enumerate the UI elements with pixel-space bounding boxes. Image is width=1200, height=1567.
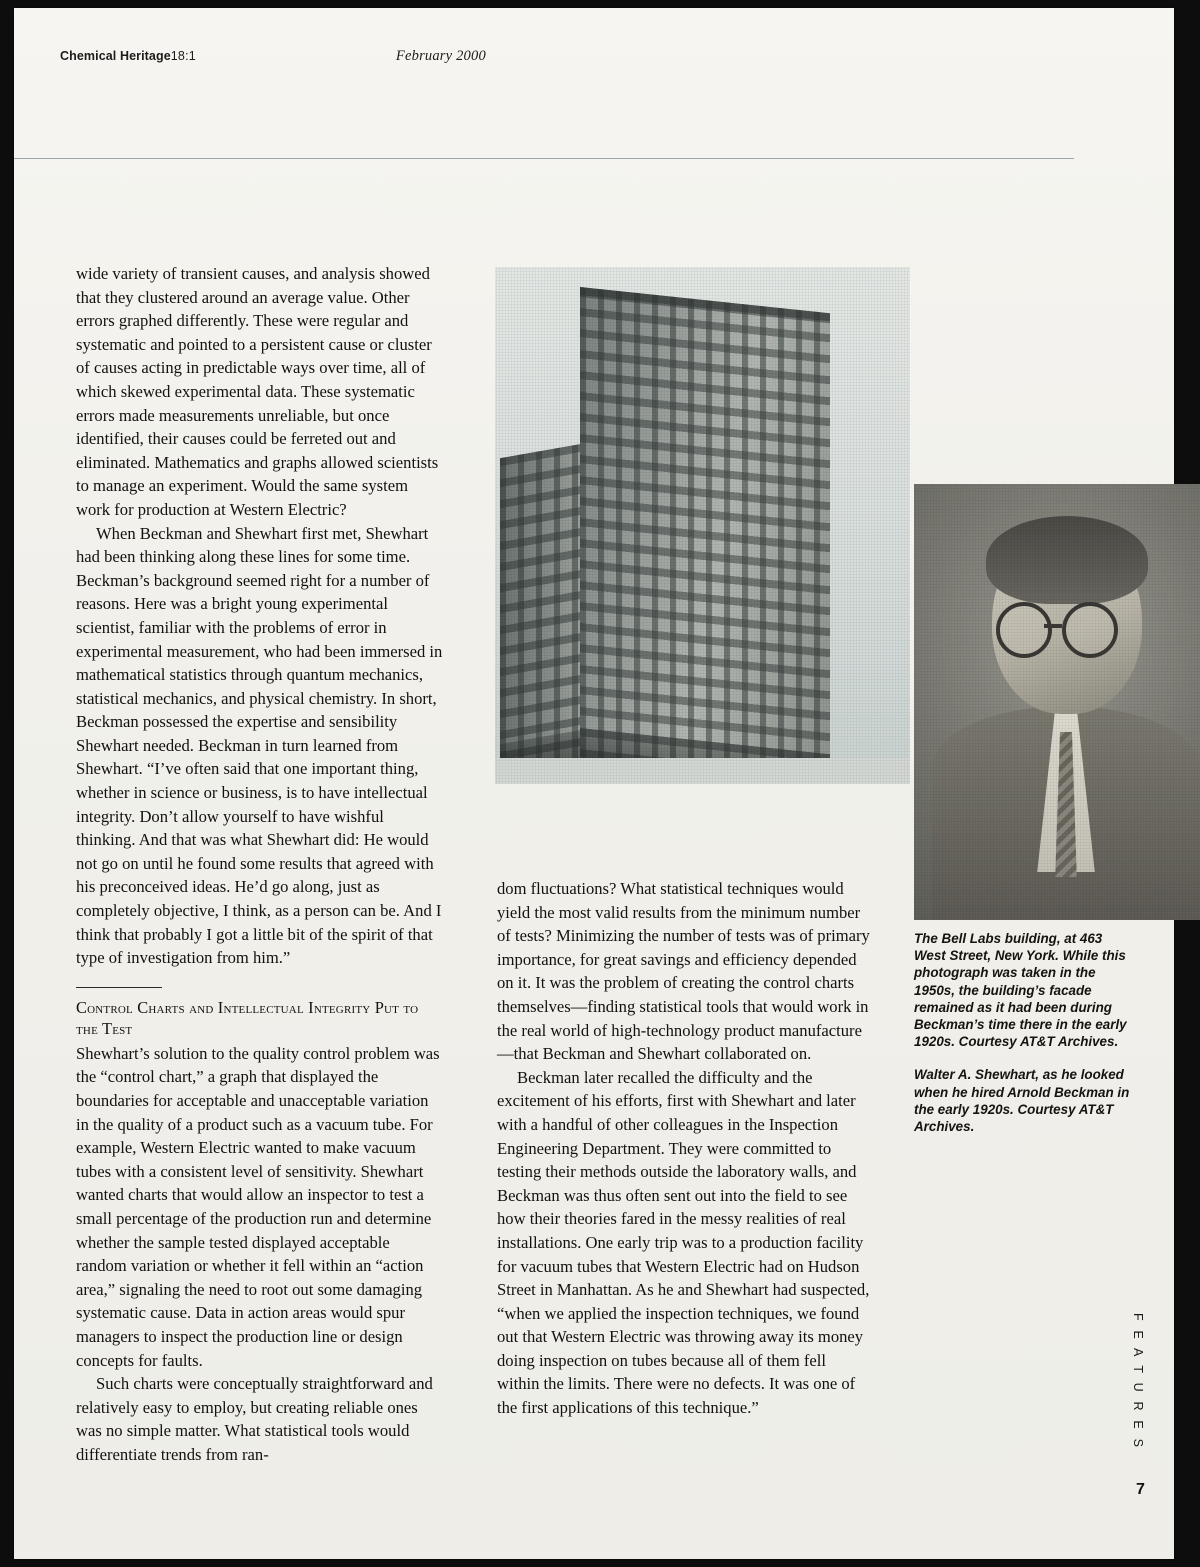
journal-volume: 18:1 xyxy=(170,49,196,63)
eyeglass-right xyxy=(1062,602,1118,658)
subhead-block xyxy=(76,987,444,1039)
paragraph: Such charts were conceptually straightforward and relatively easy to employ, but creating reliable ones was no simple matter. What statistical tools would differentiate trends from ran- xyxy=(76,1374,433,1464)
section-subheading: Control Charts and Intellectual Integrity Put to the Test xyxy=(76,997,419,1038)
right-column xyxy=(497,877,871,1420)
building-main-facade xyxy=(580,287,830,784)
caption-portrait: Walter A. Shewhart, as he looked when he hired Arnold Beckman in the early 1920s. Courtesy AT&T Archives. xyxy=(914,1067,1130,1135)
header-rule xyxy=(14,158,1074,159)
journal-title: Chemical Heritage xyxy=(60,49,171,63)
building-left-wing xyxy=(500,442,592,784)
page-number: 7 xyxy=(1136,1481,1145,1498)
left-column xyxy=(76,262,444,1467)
eyeglass-bridge xyxy=(1044,624,1062,628)
magazine-page xyxy=(14,8,1174,1559)
running-head xyxy=(60,48,486,65)
caption-building: The Bell Labs building, at 463 West Street, New York. While this photograph was taken in the 1950s, the building’s facade remained as it had been during Beckman’s time there in the early 1920s. Courtesy AT&T Archives. xyxy=(914,931,1127,1050)
section-marker: F E A T U R E S xyxy=(1131,1313,1145,1451)
window-grid xyxy=(580,287,830,784)
walter-shewhart-portrait xyxy=(914,484,1200,920)
figure-captions xyxy=(914,930,1134,1135)
issue-date: February 2000 xyxy=(395,48,486,64)
street-foreground xyxy=(495,758,910,784)
bell-labs-building-photo xyxy=(495,267,910,784)
subhead-divider xyxy=(76,987,162,988)
paragraph: Beckman later recalled the difficulty and the excitement of his efforts, first with Shewhart and later with a handful of other colleagues in the Inspection Engineering Department. They were committed to testing their methods outside the laboratory walls, and Beckman was thus often sent out into the field to see how their theories fared in the messy realities of real installations. One early trip was to a production facility for vacuum tubes that Western Electric had on Hudson Street in Manhattan. As he and Shewhart had suspected, “when we applied the inspection techniques, we found out that Western Electric was throwing away its money doing inspection on tubes because all of them fell within the limits. There were no defects. It was one of the first applications of this technique.” xyxy=(497,1067,870,1418)
paragraph: dom fluctuations? What statistical techniques would yield the most valid results from the minimum number of tests? Minimizing the number of tests was of primary importance, for great savings and efficiency depended on it. It was the problem of creating the control charts themselves—finding statistical tools that would work in the real world of high-technology product manufacture—that Beckman and Shewhart collaborated on. xyxy=(497,879,870,1064)
paragraph: When Beckman and Shewhart first met, Shewhart had been thinking along these lines for some time. Beckman’s background seemed right for a number of reasons. Here was a bright young experimental scientist, familiar with the problems of error in experimental measurement, who had been immersed in mathematical statistics through quantum mechanics, statistical mechanics, and physical chemistry. In short, Beckman possessed the expertise and sensibility Shewhart needed. Beckman in turn learned from Shewhart. “I’ve often said that one important thing, whether in science or business, is to have intellectual integrity. Don’t allow yourself to have wishful thinking. And that was what Shewhart did: He would not go on until he found some results that agreed with his preconceived ideas. He’d go along, just as completely objective, I think, as a person can be. And I think that probably I got a little bit of the spirit of that type of investigation from him.” xyxy=(76,523,443,968)
paragraph: Shewhart’s solution to the quality control problem was the “control chart,” a graph that displayed the boundaries for acceptable and unacceptable variation in the quality of a product such as a vacuum tube. For example, Western Electric wanted to make vacuum tubes with a consistent level of sensitivity. Shewhart wanted charts that would allow an inspector to test a small percentage of the production run and determine whether the sample tested displayed acceptable random variation or whether it fell within an “action area,” signaling the need to root out some damaging systematic cause. Data in action areas would spur managers to inspect the production line or design concepts for faults. xyxy=(76,1043,440,1370)
eyeglass-left xyxy=(996,602,1052,658)
paragraph: wide variety of transient causes, and analysis showed that they clustered around an average value. Other errors graphed differently. These were regular and systematic and pointed to a persistent cause or cluster of causes acting in predictable ways over time, all of which skewed experimental data. These systematic errors made measurements unreliable, but once identified, their causes could be ferreted out and eliminated. Mathematics and graphs allowed scientists to manage an experiment. Would the same system work for production at Western Electric? xyxy=(76,264,439,519)
portrait-hair xyxy=(986,516,1148,604)
